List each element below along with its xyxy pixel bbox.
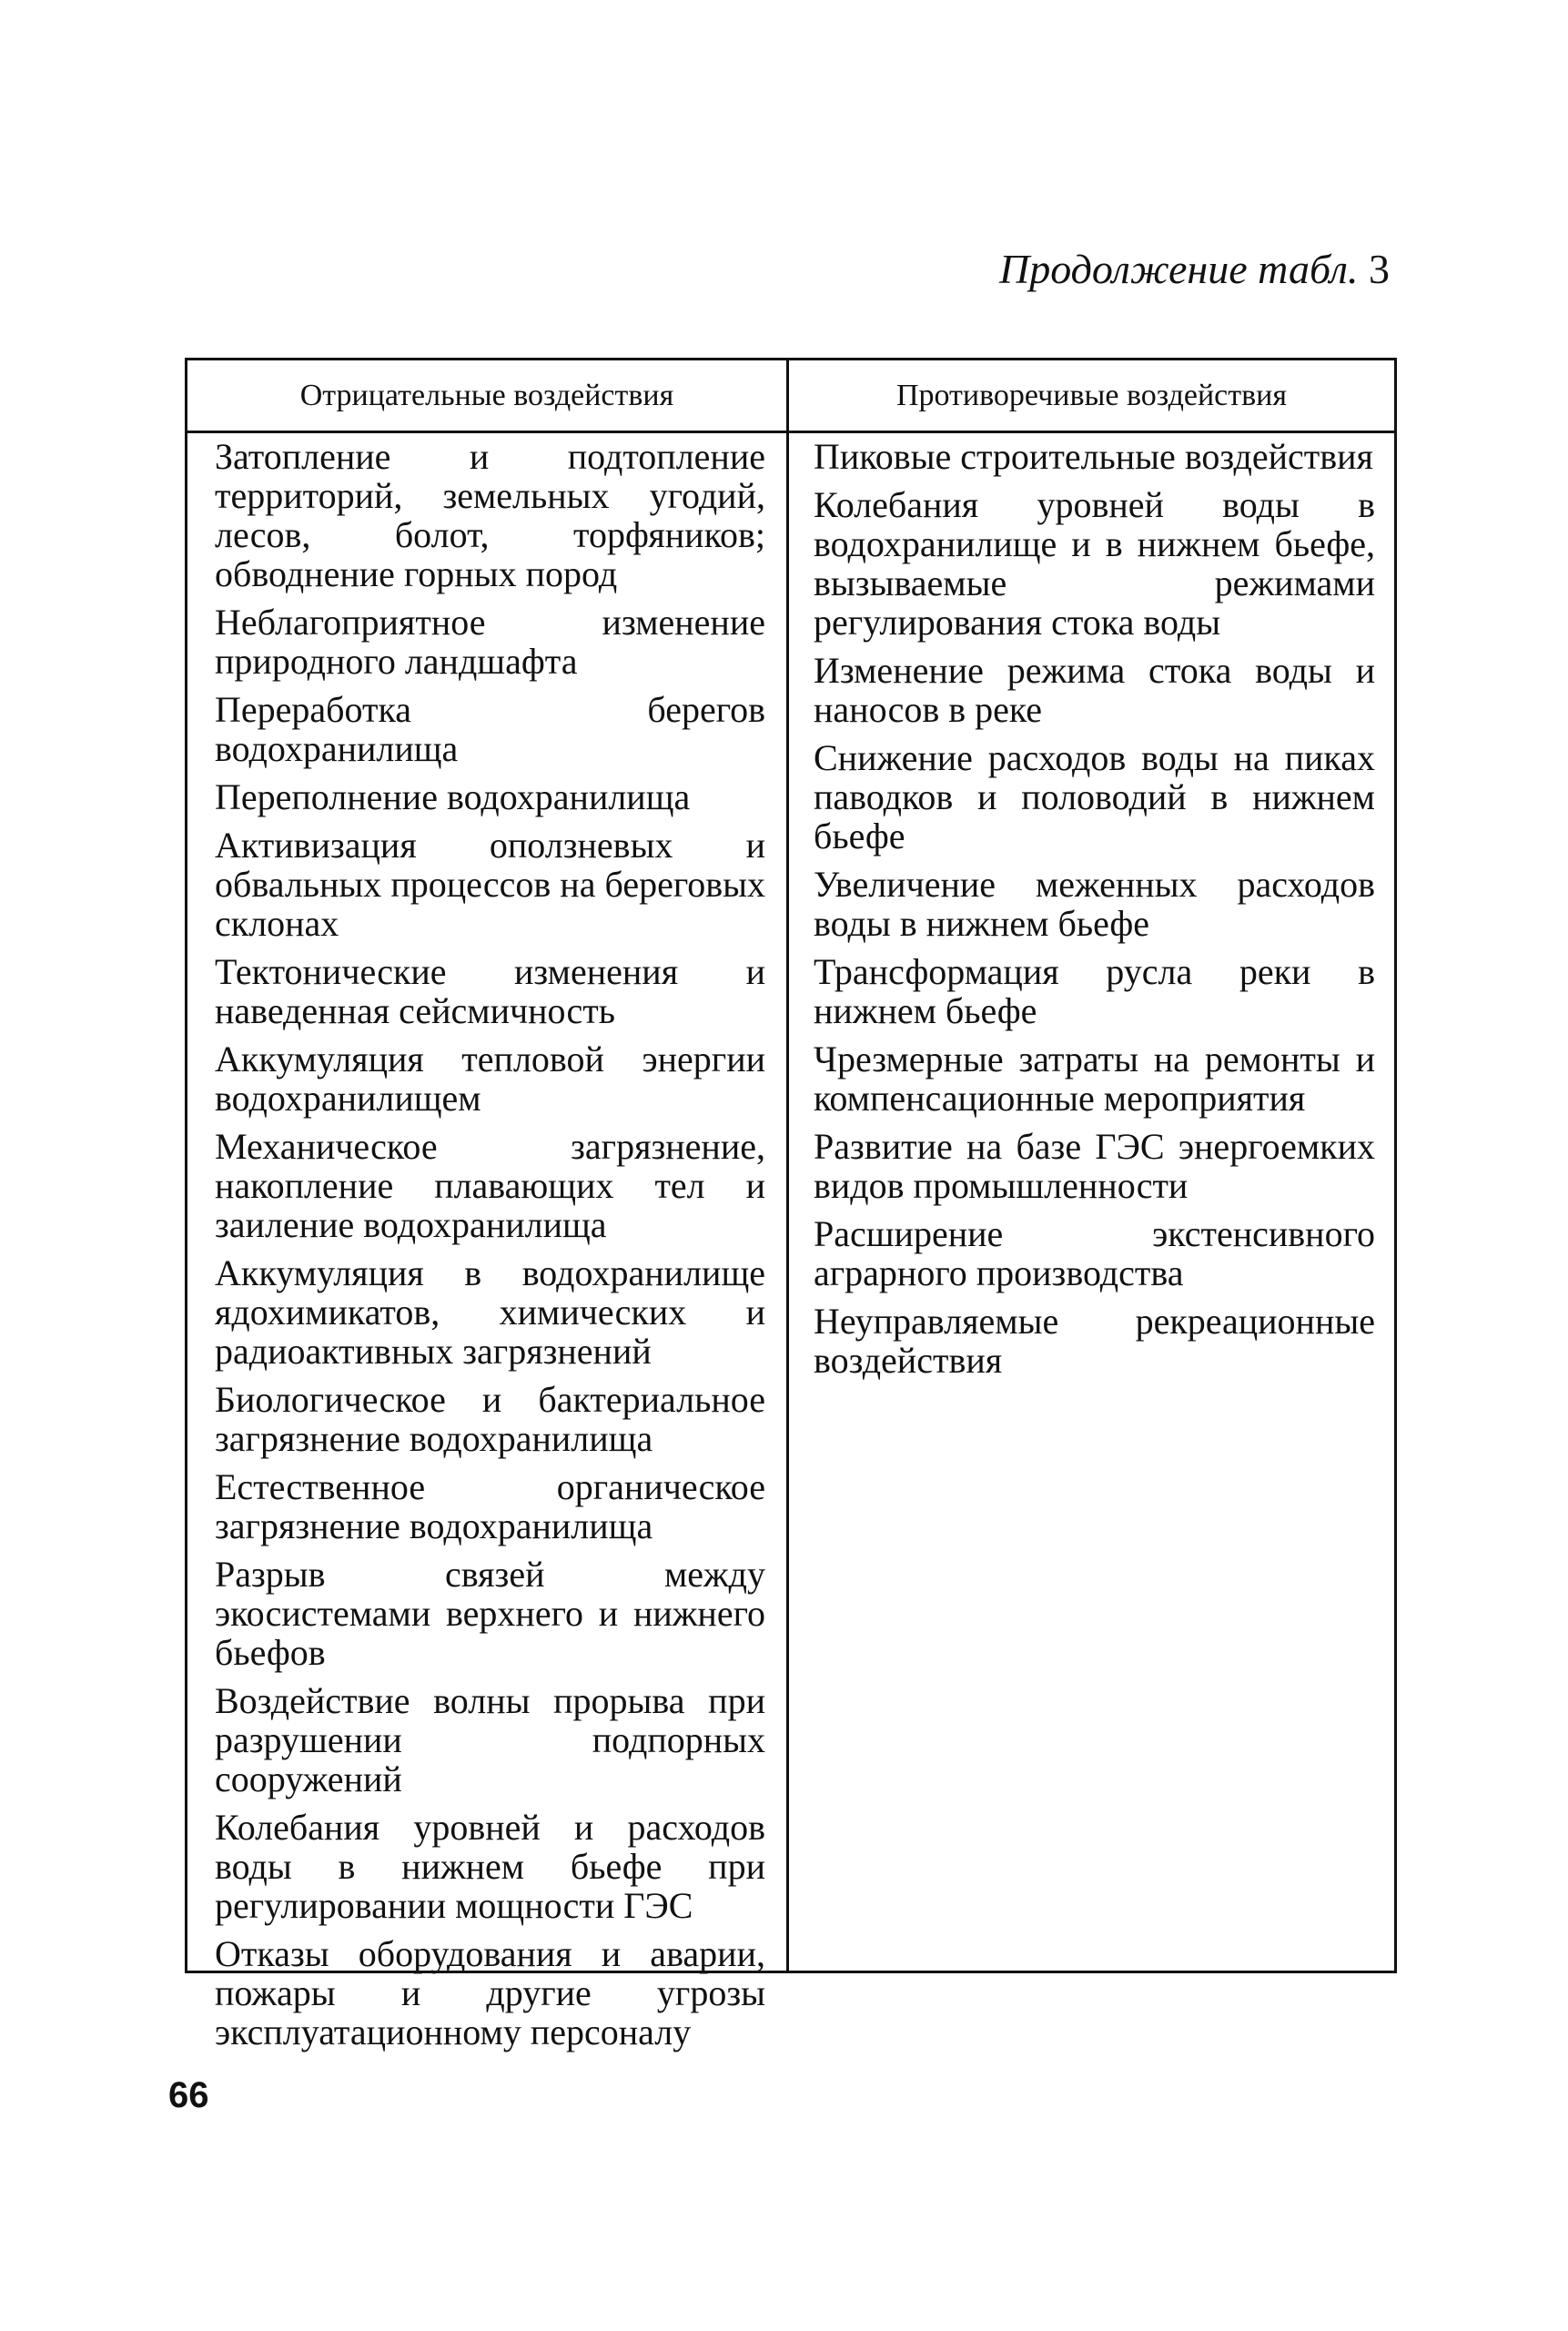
header-controversial-impacts: Противоречивые воздействия bbox=[895, 378, 1288, 412]
header-negative-impacts: Отрицательные воздействия bbox=[299, 378, 674, 412]
caption-table-number: 3 bbox=[1369, 246, 1390, 292]
negative-impact-item: Воздействие волны прорыва при разрушении подпорных сооружений bbox=[215, 1680, 765, 1799]
header-divider bbox=[187, 431, 1394, 433]
negative-impact-item: Аккумуляция тепловой энергии водохранилищем bbox=[215, 1039, 765, 1119]
page-number: 66 bbox=[168, 2075, 209, 2115]
controversial-impact-item: Пиковые строительные воздействия bbox=[814, 436, 1373, 477]
negative-impact-item: Отказы оборудования и аварии, пожары и другие угрозы эксплуатационному персоналу bbox=[215, 1933, 765, 2052]
controversial-impacts-column bbox=[814, 437, 1375, 1389]
negative-impact-item: Переработка берегов водохранилища bbox=[215, 689, 765, 769]
caption-text: Продолжение табл. bbox=[999, 246, 1359, 292]
column-divider bbox=[786, 360, 789, 1971]
controversial-impact-item: Увеличение меженных расходов воды в нижнем бьефе bbox=[814, 864, 1375, 944]
controversial-impact-item: Неуправляемые рекреационные воздействия bbox=[814, 1301, 1375, 1381]
negative-impact-item: Механическое загрязнение, накопление плавающих тел и заиление водохранилища bbox=[215, 1126, 765, 1245]
controversial-impact-item: Колебания уровней воды в водохранилище и в нижнем бьефе, вызываемые режимами регулирования стока воды bbox=[814, 484, 1375, 643]
negative-impact-item: Тектонические изменения и наведенная сейсмичность bbox=[215, 951, 765, 1031]
table-continuation-caption bbox=[999, 244, 1390, 295]
controversial-impact-item: Развитие на базе ГЭС энергоемких видов промышленности bbox=[814, 1126, 1375, 1206]
controversial-impact-item: Чрезмерные затраты на ремонты и компенсационные мероприятия bbox=[814, 1039, 1375, 1119]
negative-impact-item: Переполнение водохранилища bbox=[215, 776, 691, 817]
negative-impacts-column bbox=[215, 437, 765, 2061]
controversial-impact-item: Снижение расходов воды на пиках паводков и половодий в нижнем бьефе bbox=[814, 737, 1375, 856]
controversial-impact-item: Расширение экстенсивного аграрного производства bbox=[814, 1213, 1375, 1293]
impacts-table bbox=[185, 358, 1397, 2052]
negative-impact-item: Аккумуляция в водохранилище ядохимикатов, химических и радиоактивных загрязнений bbox=[215, 1252, 765, 1372]
negative-impact-item: Биологическое и бактериальное загрязнение водохранилища bbox=[215, 1379, 765, 1459]
negative-impact-item: Активизация оползневых и обвальных процессов на береговых склонах bbox=[215, 825, 765, 944]
negative-impact-item: Неблагоприятное изменение природного ландшафта bbox=[215, 602, 765, 682]
negative-impact-item: Естественное органическое загрязнение водохранилища bbox=[215, 1466, 765, 1546]
negative-impact-item: Разрыв связей между экосистемами верхнего и нижнего бьефов bbox=[215, 1554, 765, 1673]
negative-impact-item: Затопление и подтопление территорий, земельных угодий, лесов, болот, торфяников; обводнение горных пород bbox=[215, 436, 765, 594]
negative-impact-item: Колебания уровней и расходов воды в нижнем бьефе при регулировании мощности ГЭС bbox=[215, 1807, 765, 1926]
controversial-impact-item: Изменение режима стока воды и наносов в реке bbox=[814, 650, 1375, 730]
controversial-impact-item: Трансформация русла реки в нижнем бьефе bbox=[814, 951, 1375, 1031]
